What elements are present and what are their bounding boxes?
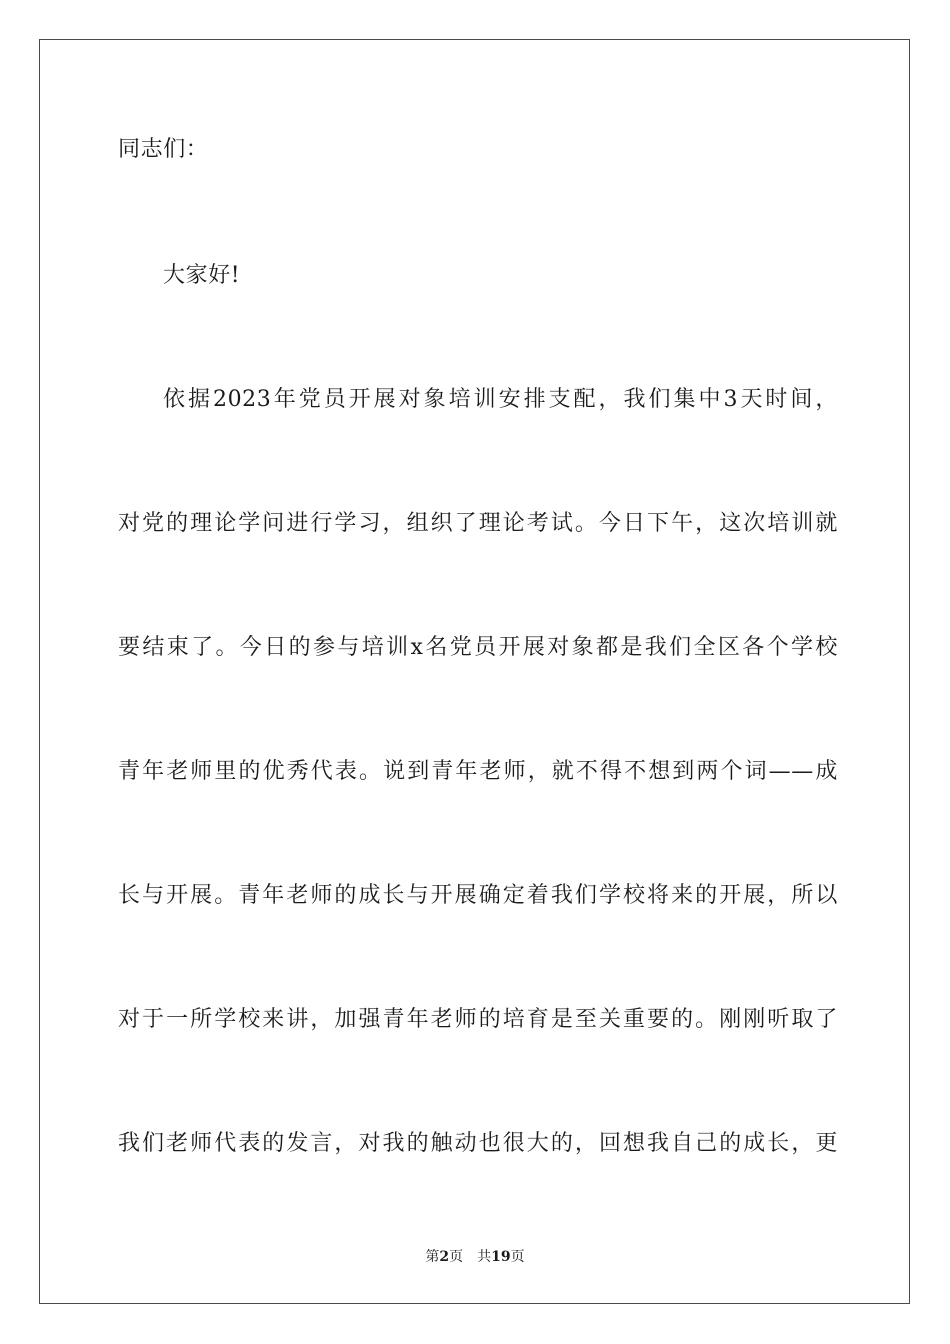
paragraph-line: 要结束了。今日的参与培训x名党员开展对象都是我们全区各个学校 (118, 635, 838, 660)
total-prefix: 共 (477, 1249, 492, 1265)
page-suffix: 页 (449, 1249, 464, 1265)
paragraph-line: 我们老师代表的发言，对我的触动也很大的，回想我自己的成长，更 (118, 1131, 838, 1156)
page-prefix: 第 (425, 1249, 440, 1265)
paragraph-line: 对于一所学校来讲，加强青年老师的培育是至关重要的。刚刚听取了 (118, 1007, 838, 1032)
total-page-number: 19 (491, 1249, 511, 1265)
paragraph-line: 对党的理论学问进行学习，组织了理论考试。今日下午，这次培训就 (118, 511, 838, 536)
page-footer (0, 1248, 950, 1266)
current-page-number: 2 (439, 1249, 450, 1265)
salutation: 同志们： (118, 137, 209, 162)
total-suffix: 页 (510, 1249, 525, 1265)
page-border (39, 39, 910, 1304)
greeting: 大家好! (163, 263, 241, 288)
paragraph-line: 长与开展。青年老师的成长与开展确定着我们学校将来的开展，所以 (118, 883, 838, 908)
paragraph-line: 青年老师里的优秀代表。说到青年老师，就不得不想到两个词——成 (118, 759, 838, 784)
paragraph-line: 依据2023年党员开展对象培训安排支配，我们集中3天时间， (163, 387, 838, 412)
